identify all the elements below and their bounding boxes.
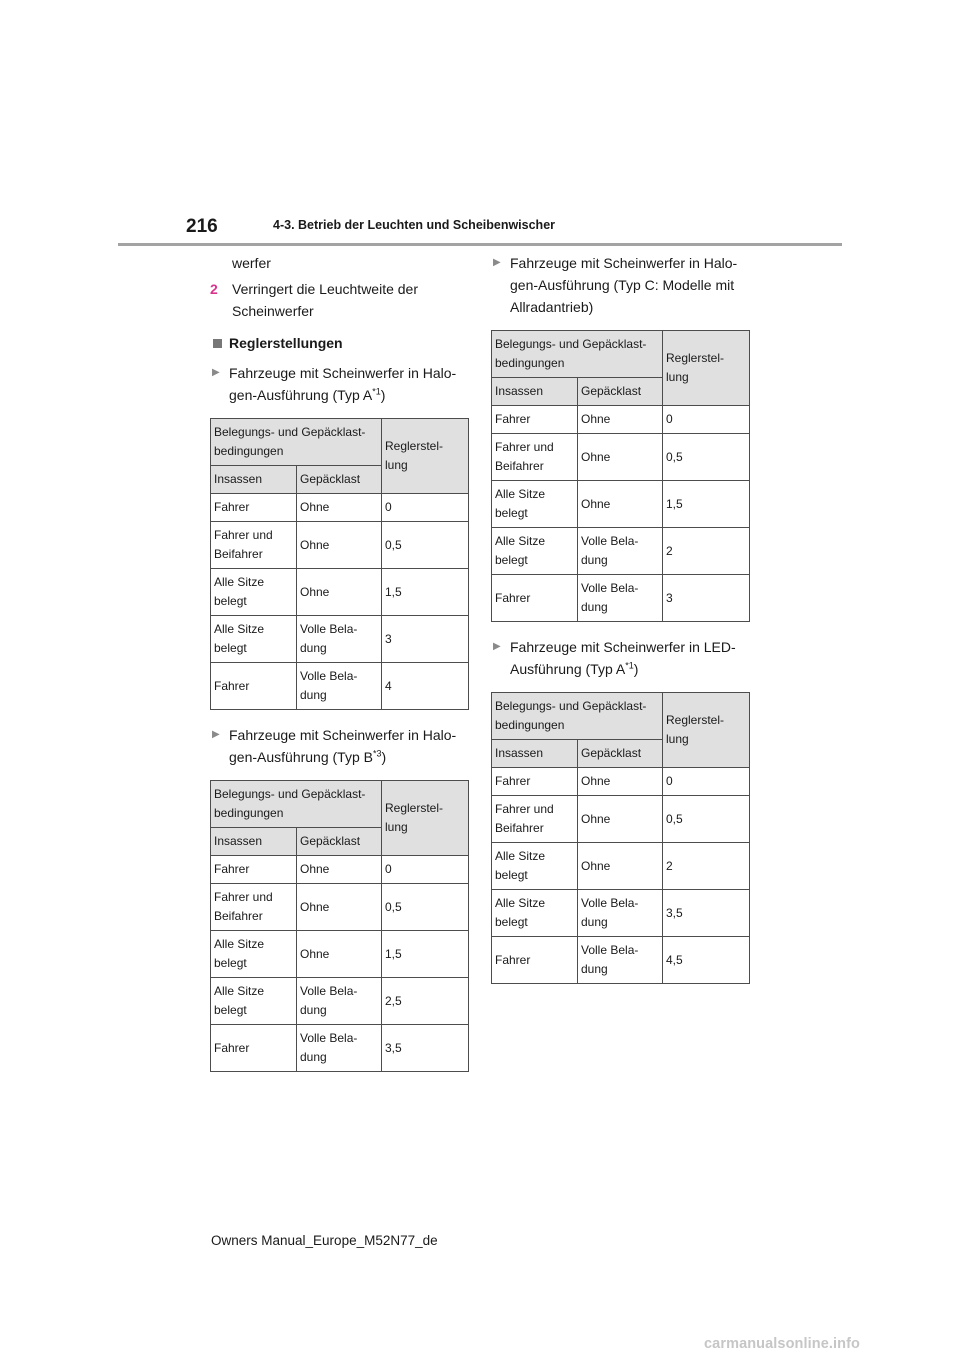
header-regulator: Reglerstel-lung [663, 693, 750, 768]
footnote-ref: *1 [625, 660, 634, 671]
section-title: 4-3. Betrieb der Leuchten und Scheibenwischer [273, 218, 556, 232]
vehicle-title: Fahrzeuge mit Scheinwerfer in LED-Ausführung (Typ A [510, 639, 736, 677]
header-conditions: Belegungs- und Gepäcklast-bedingungen [211, 419, 382, 466]
cell-occupants: Fahrer [211, 663, 297, 710]
cell-occupants: Alle Sitze belegt [211, 978, 297, 1025]
cell-setting: 1,5 [382, 569, 469, 616]
table-row [492, 937, 750, 984]
cell-occupants: Fahrer [492, 768, 578, 796]
right-column [491, 252, 753, 984]
cell-setting: 4,5 [663, 937, 750, 984]
vehicle-heading [491, 252, 753, 318]
header-occupants: Insassen [492, 740, 578, 768]
table-row [211, 1025, 469, 1072]
table-row [211, 978, 469, 1025]
table-row [492, 768, 750, 796]
vehicle-title-end: ) [633, 661, 639, 677]
table-row [211, 522, 469, 569]
cell-load: Ohne [297, 494, 382, 522]
header-divider [118, 243, 842, 246]
triangle-arrow-icon: ▶ [493, 641, 501, 652]
cell-setting: 3,5 [663, 890, 750, 937]
regulator-table [491, 330, 750, 622]
cell-load: Ohne [297, 522, 382, 569]
table-row [211, 569, 469, 616]
header-load: Gepäcklast [297, 466, 382, 494]
cell-setting: 2,5 [382, 978, 469, 1025]
cell-load: Volle Bela-dung [578, 528, 663, 575]
cell-setting: 0 [382, 856, 469, 884]
footnote-ref: *1 [372, 386, 381, 397]
cell-occupants: Fahrer [211, 494, 297, 522]
vehicle-title: Fahrzeuge mit Scheinwerfer in Halo-gen-Ausführung (Typ A [229, 365, 457, 403]
step-item [210, 278, 472, 322]
header-conditions: Belegungs- und Gepäcklast-bedingungen [492, 693, 663, 740]
table-row [211, 663, 469, 710]
cell-setting: 3 [382, 616, 469, 663]
triangle-arrow-icon: ▶ [493, 257, 501, 268]
cell-load: Ohne [578, 406, 663, 434]
table-row [492, 796, 750, 843]
cell-setting: 0 [663, 768, 750, 796]
vehicle-heading [491, 636, 753, 680]
vehicle-heading [210, 724, 472, 768]
table-row [211, 494, 469, 522]
cell-load: Volle Bela-dung [297, 616, 382, 663]
cell-occupants: Fahrer und Beifahrer [211, 522, 297, 569]
cell-occupants: Alle Sitze belegt [211, 569, 297, 616]
table-header-row [492, 331, 750, 378]
table-row [492, 406, 750, 434]
cell-setting: 1,5 [663, 481, 750, 528]
header-regulator: Reglerstel-lung [663, 331, 750, 406]
cell-load: Volle Bela-dung [578, 937, 663, 984]
header-conditions: Belegungs- und Gepäcklast-bedingungen [492, 331, 663, 378]
cell-occupants: Alle Sitze belegt [492, 481, 578, 528]
regulator-table [491, 692, 750, 984]
header-occupants: Insassen [492, 378, 578, 406]
step-text: Verringert die Leuchtweite der Scheinwerfer [232, 281, 418, 319]
cell-setting: 1,5 [382, 931, 469, 978]
footer-manual-id: Owners Manual_Europe_M52N77_de [211, 1233, 438, 1248]
footnote-ref: *3 [372, 748, 382, 759]
cell-load: Ohne [297, 931, 382, 978]
watermark: carmanualsonline.info [704, 1336, 860, 1352]
cell-occupants: Fahrer und Beifahrer [492, 434, 578, 481]
header-occupants: Insassen [211, 466, 297, 494]
header-load: Gepäcklast [297, 828, 382, 856]
cell-setting: 0,5 [663, 796, 750, 843]
square-bullet-icon [213, 339, 222, 348]
cell-occupants: Alle Sitze belegt [211, 616, 297, 663]
table-row [492, 481, 750, 528]
cell-setting: 0 [382, 494, 469, 522]
table-row [492, 528, 750, 575]
vehicle-title: Fahrzeuge mit Scheinwerfer in Halo-gen-Ausführung (Typ C: Modelle mit Allradantrieb) [510, 255, 738, 315]
subheading-text: Reglerstellungen [229, 335, 343, 351]
cell-occupants: Alle Sitze belegt [211, 931, 297, 978]
subheading [210, 332, 472, 354]
header-regulator: Reglerstel-lung [382, 419, 469, 494]
table-header-row [211, 781, 469, 828]
cell-load: Ohne [578, 843, 663, 890]
cell-occupants: Fahrer [492, 575, 578, 622]
cell-occupants: Fahrer [492, 406, 578, 434]
cell-setting: 0,5 [663, 434, 750, 481]
table-header-row [492, 693, 750, 740]
cell-setting: 0 [663, 406, 750, 434]
cell-occupants: Alle Sitze belegt [492, 843, 578, 890]
step-number: 2 [210, 281, 218, 297]
table-row [492, 890, 750, 937]
cell-occupants: Fahrer und Beifahrer [211, 884, 297, 931]
cell-occupants: Fahrer [211, 856, 297, 884]
cell-setting: 3,5 [382, 1025, 469, 1072]
cell-load: Ohne [578, 434, 663, 481]
table-row [211, 856, 469, 884]
triangle-arrow-icon: ▶ [212, 729, 220, 740]
cell-setting: 3 [663, 575, 750, 622]
header-conditions: Belegungs- und Gepäcklast-bedingungen [211, 781, 382, 828]
header-load: Gepäcklast [578, 740, 663, 768]
cell-occupants: Fahrer [211, 1025, 297, 1072]
cell-load: Volle Bela-dung [578, 575, 663, 622]
table-row [211, 884, 469, 931]
cell-occupants: Alle Sitze belegt [492, 890, 578, 937]
cell-load: Ohne [578, 481, 663, 528]
cell-load: Volle Bela-dung [578, 890, 663, 937]
cell-load: Ohne [297, 569, 382, 616]
cell-load: Volle Bela-dung [297, 663, 382, 710]
cell-load: Ohne [578, 768, 663, 796]
cell-setting: 2 [663, 843, 750, 890]
regulator-table [210, 780, 469, 1072]
vehicle-title: Fahrzeuge mit Scheinwerfer in Halo-gen-Ausführung (Typ B [229, 727, 457, 765]
cell-load: Ohne [297, 856, 382, 884]
triangle-arrow-icon: ▶ [212, 367, 220, 378]
table-row [492, 434, 750, 481]
vehicle-title-end: ) [380, 387, 386, 403]
cell-load: Ohne [297, 884, 382, 931]
vehicle-title-end: ) [381, 749, 387, 765]
cell-load: Ohne [578, 796, 663, 843]
cell-load: Volle Bela-dung [297, 1025, 382, 1072]
page-number: 216 [186, 216, 218, 237]
table-row [211, 616, 469, 663]
left-column [210, 252, 472, 1072]
table-row [492, 843, 750, 890]
table-header-row [211, 419, 469, 466]
header-occupants: Insassen [211, 828, 297, 856]
cell-setting: 4 [382, 663, 469, 710]
cell-load: Volle Bela-dung [297, 978, 382, 1025]
table-row [492, 575, 750, 622]
cell-setting: 2 [663, 528, 750, 575]
header-load: Gepäcklast [578, 378, 663, 406]
cell-occupants: Alle Sitze belegt [492, 528, 578, 575]
header-regulator: Reglerstel-lung [382, 781, 469, 856]
cell-setting: 0,5 [382, 884, 469, 931]
cell-occupants: Fahrer und Beifahrer [492, 796, 578, 843]
vehicle-heading [210, 362, 472, 406]
cell-setting: 0,5 [382, 522, 469, 569]
continuation-text: werfer [232, 255, 271, 271]
regulator-table [210, 418, 469, 710]
table-row [211, 931, 469, 978]
cell-occupants: Fahrer [492, 937, 578, 984]
